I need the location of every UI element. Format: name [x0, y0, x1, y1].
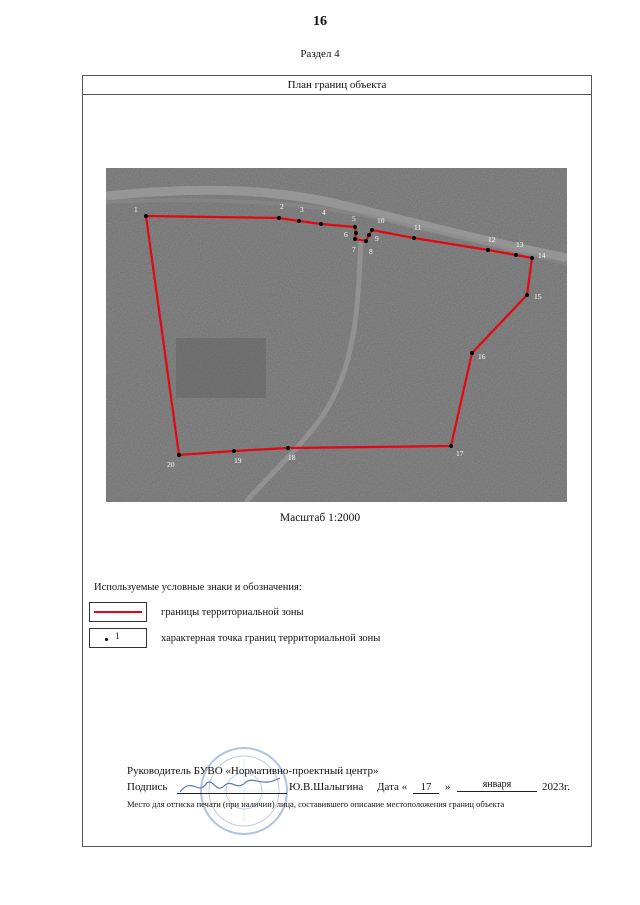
boundary-point-label: 12	[488, 235, 496, 244]
boundary-point-label: 8	[369, 247, 373, 256]
boundary-point	[470, 351, 474, 355]
boundary-point	[319, 222, 323, 226]
boundary-point	[364, 239, 368, 243]
legend-text-boundary: границы территориальной зоны	[161, 607, 304, 618]
date-day: 17	[413, 781, 439, 794]
signature-line	[177, 781, 287, 794]
date-label: Дата «	[377, 781, 408, 793]
boundary-point	[353, 225, 357, 229]
boundary-point-label: 14	[538, 251, 546, 260]
boundary-point	[277, 216, 281, 220]
boundary-point-label: 13	[516, 240, 524, 249]
place-note: Место для оттиска печати (при наличии) лица, составившего описание местоположения границ объекта	[127, 799, 505, 809]
boundary-point	[144, 214, 148, 218]
boundary-point-label: 11	[414, 223, 422, 232]
boundary-point-label: 10	[377, 216, 385, 225]
scale-label: Масштаб 1:2000	[279, 512, 361, 524]
boundary-point-label: 4	[322, 208, 326, 217]
map-texture	[106, 168, 567, 502]
aerial-map	[106, 168, 567, 502]
legend-red-line	[94, 611, 142, 613]
boundary-point	[525, 293, 529, 297]
boundary-point-label: 17	[456, 449, 464, 458]
signer-name: Ю.В.Шалыгина	[289, 781, 364, 793]
boundary-point-label: 5	[352, 214, 356, 223]
map-dark-patch	[176, 338, 266, 398]
legend-point-dot	[105, 638, 108, 641]
boundary-point-label: 1	[134, 205, 138, 214]
sign-label: Подпись	[127, 781, 168, 793]
head-line: Руководитель БУВО «Нормативно-проектный центр»	[127, 765, 379, 777]
boundary-point-label: 15	[534, 292, 542, 301]
legend-title: Используемые условные знаки и обозначения:	[94, 582, 302, 593]
page-number: 16	[313, 14, 327, 29]
boundary-point-label: 18	[288, 453, 296, 462]
boundary-point-label: 2	[280, 202, 284, 211]
boundary-point	[367, 233, 371, 237]
date-quote-close: »	[445, 781, 451, 793]
boundary-point-label: 9	[375, 234, 379, 243]
boundary-point	[354, 231, 358, 235]
legend-text-point: характерная точка границ территориальной зоны	[161, 633, 381, 644]
legend-point-number: 1	[115, 631, 120, 641]
boundary-point-label: 6	[344, 230, 348, 239]
boundary-point	[370, 228, 374, 232]
date-month: января	[457, 779, 537, 792]
boundary-point	[486, 248, 490, 252]
boundary-point	[530, 256, 534, 260]
boundary-point	[232, 449, 236, 453]
date-year: 2023г.	[542, 781, 571, 793]
boundary-point-label: 20	[167, 460, 175, 469]
map-svg	[106, 168, 567, 502]
boundary-point-label: 3	[300, 205, 304, 214]
signature-row	[127, 781, 597, 797]
boundary-point-label: 16	[478, 352, 486, 361]
boundary-point	[449, 444, 453, 448]
boundary-point-label: 19	[234, 456, 242, 465]
boundary-point-label: 7	[352, 245, 356, 254]
boundary-point	[297, 219, 301, 223]
boundary-point	[412, 236, 416, 240]
boundary-point	[514, 253, 518, 257]
boundary-point	[286, 446, 290, 450]
boundary-point	[353, 237, 357, 241]
section-label: Раздел 4	[300, 48, 340, 60]
plan-title: План границ объекта	[83, 76, 591, 95]
boundary-point	[177, 453, 181, 457]
legend-symbol-point	[89, 628, 147, 648]
legend-symbol-boundary	[89, 602, 147, 622]
